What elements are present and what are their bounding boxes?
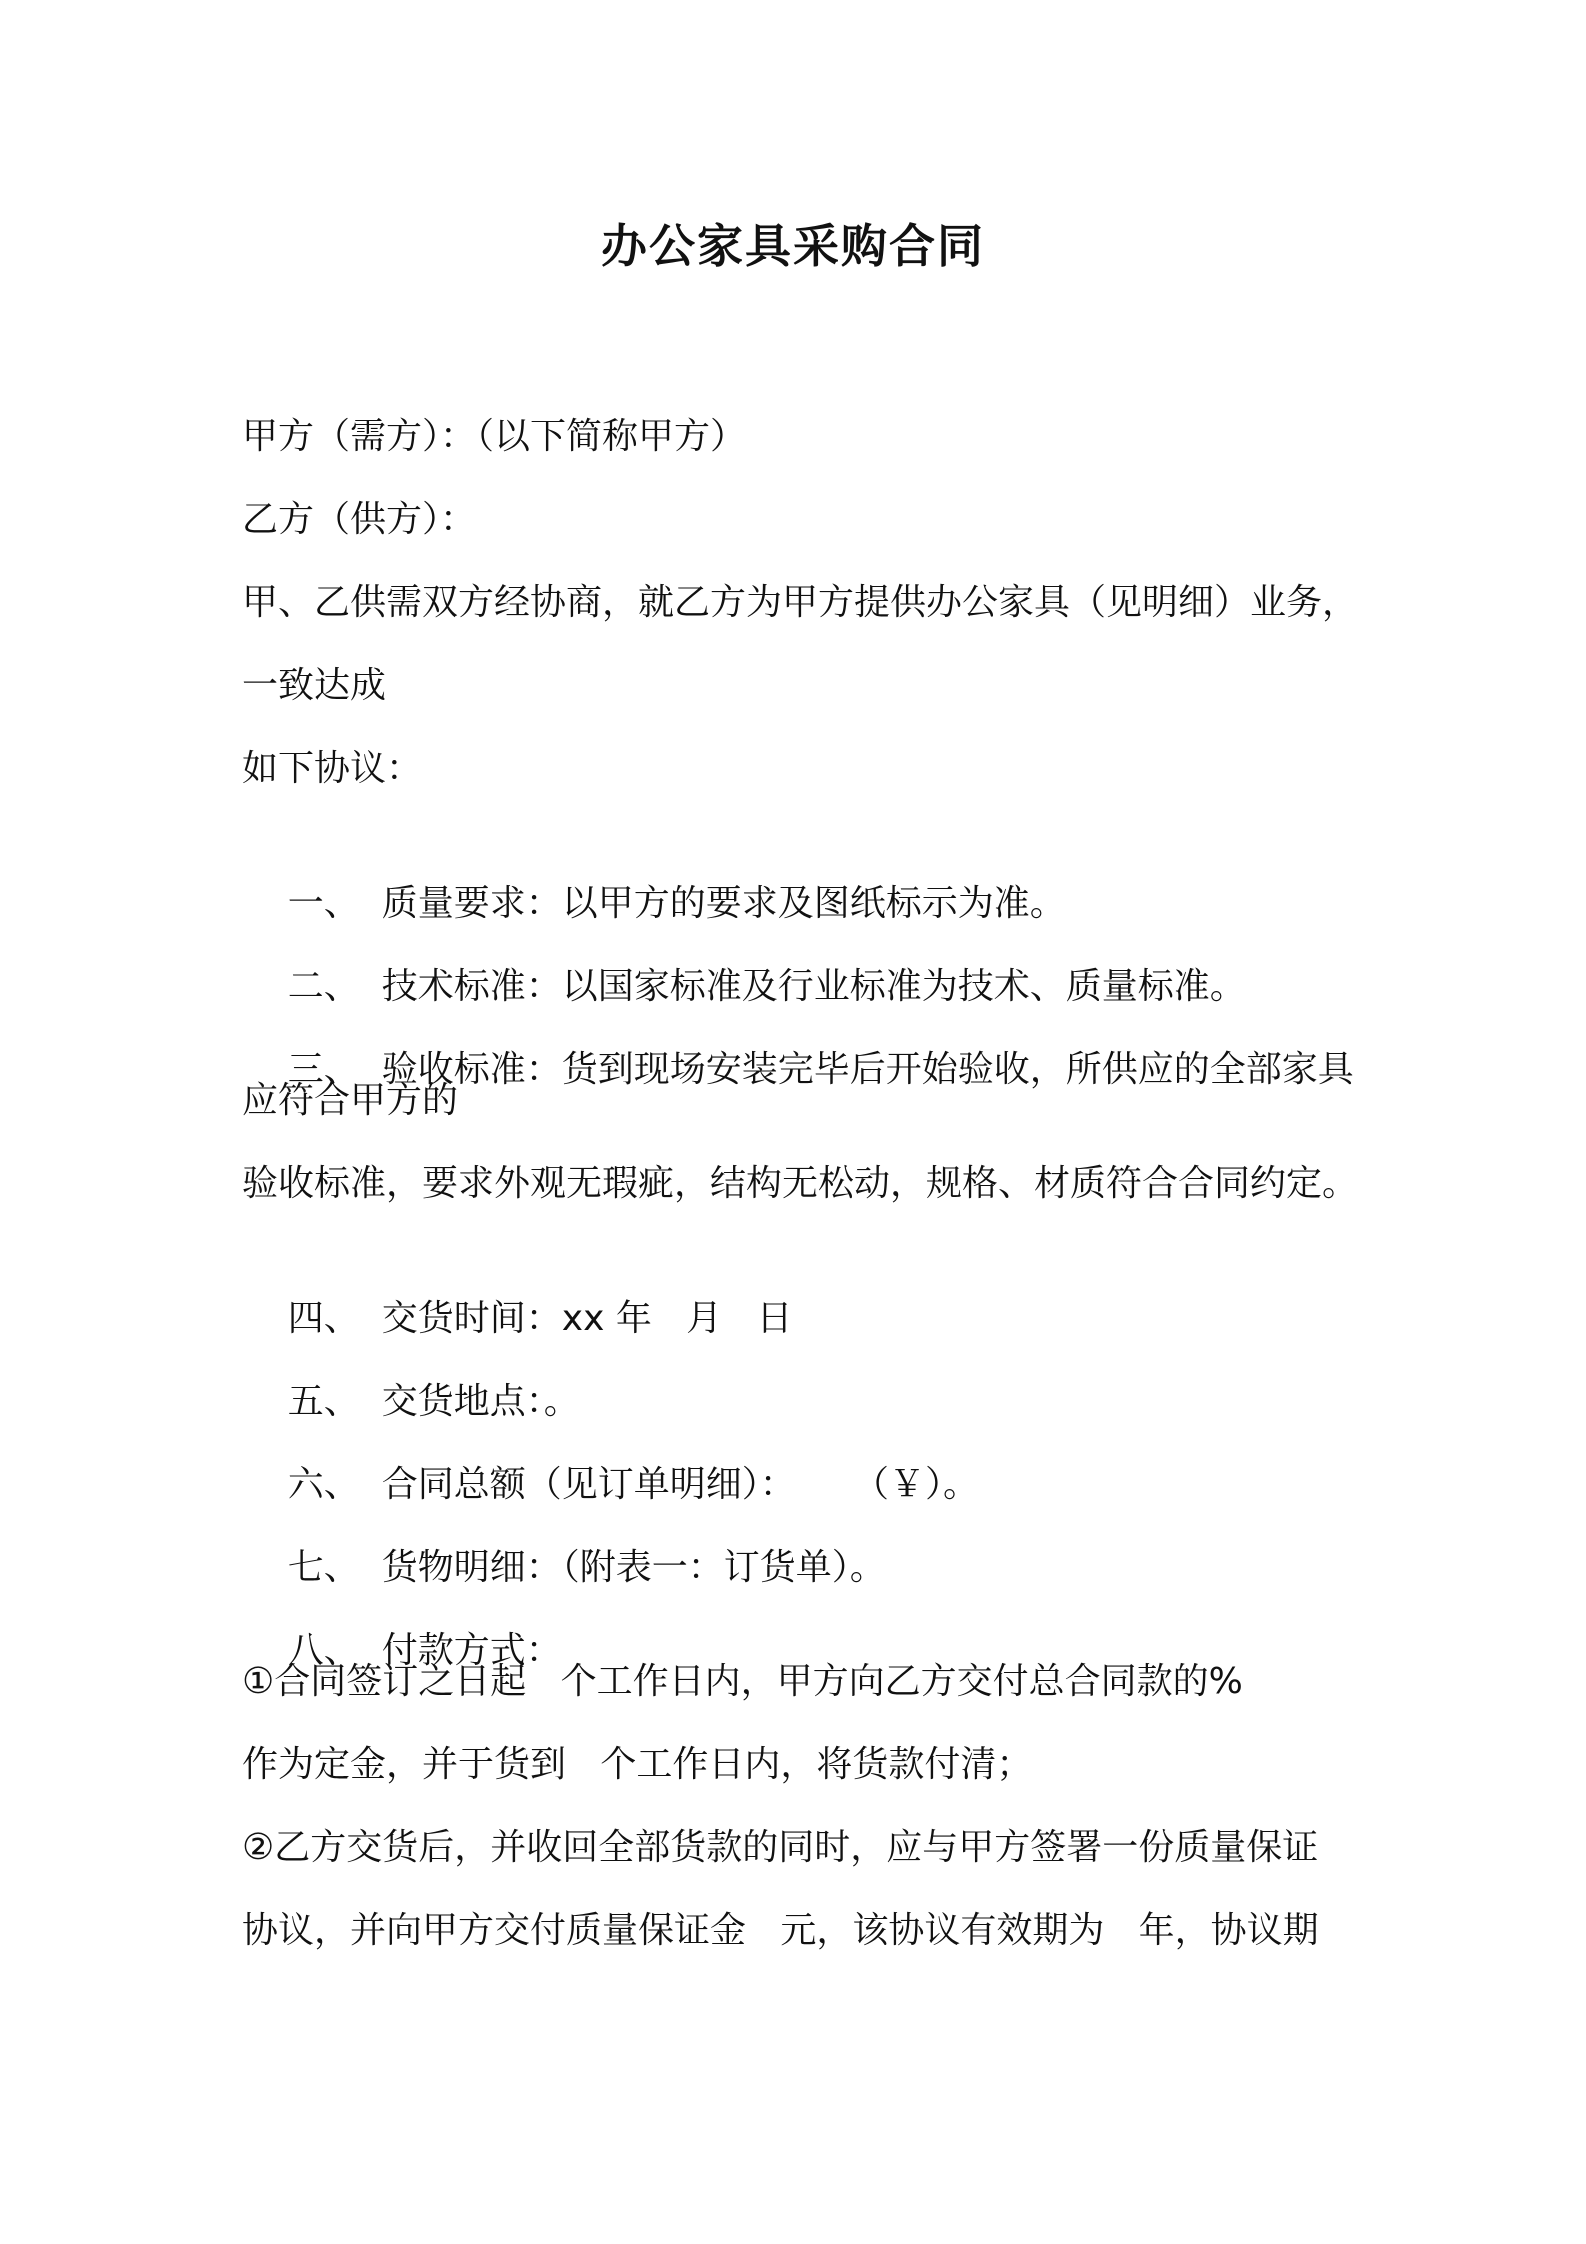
clause-number: 八、 xyxy=(287,1630,360,1671)
clause-number: 四、 xyxy=(287,1298,360,1339)
clause-text: 技术标准：以国家标准及行业标准为技术、质量标准。 xyxy=(381,966,1246,1007)
payment-term-1-line-2: 作为定金，并于货到 个工作日内，将货款付清； xyxy=(242,1744,1033,1785)
clause-text: 质量要求：以甲方的要求及图纸标示为准。 xyxy=(381,883,1066,924)
clause-text: 交货时间：xx 年 月 日 xyxy=(381,1298,793,1339)
clause-text: 交货地点：。 xyxy=(381,1381,580,1422)
clause-number: 七、 xyxy=(287,1547,360,1588)
clause-number: 三、 xyxy=(287,1049,360,1090)
clause-text: 付款方式： xyxy=(381,1630,562,1671)
payment-term-1-line-1: ①合同签订之日起 个工作日内，甲方向乙方交付总合同款的% xyxy=(242,1661,1243,1702)
preamble-line-3: 如下协议： xyxy=(242,748,423,789)
clause-number: 五、 xyxy=(287,1381,360,1422)
payment-term-2-line-2: 协议，并向甲方交付质量保证金 元，该协议有效期为 年，协议期 xyxy=(242,1910,1319,1951)
party-b-line: 乙方（供方）： xyxy=(242,499,477,540)
document-title: 办公家具采购合同 xyxy=(601,219,985,273)
clause-3-continuation-1: 应符合甲方的 xyxy=(242,1080,459,1121)
clause-number: 一、 xyxy=(287,883,360,924)
party-a-line: 甲方（需方）：（以下简称甲方） xyxy=(242,416,747,457)
clause-text: 验收标准：货到现场安装完毕后开始验收，所供应的全部家具 xyxy=(381,1049,1354,1090)
clause-text: 货物明细：（附表一：订货单）。 xyxy=(381,1547,886,1588)
payment-term-2-line-1: ②乙方交货后，并收回全部货款的同时，应与甲方签署一份质量保证 xyxy=(242,1827,1319,1868)
clause-3-continuation-2: 验收标准，要求外观无瑕疵，结构无松动，规格、材质符合合同约定。 xyxy=(242,1163,1359,1204)
clause-text: 合同总额（见订单明细）： （￥）。 xyxy=(381,1464,979,1505)
clause-number: 六、 xyxy=(287,1464,360,1505)
clause-number: 二、 xyxy=(287,966,360,1007)
preamble-line-2: 一致达成 xyxy=(242,665,387,706)
preamble-line-1: 甲、乙供需双方经协商，就乙方为甲方提供办公家具（见明细）业务， xyxy=(242,582,1359,623)
